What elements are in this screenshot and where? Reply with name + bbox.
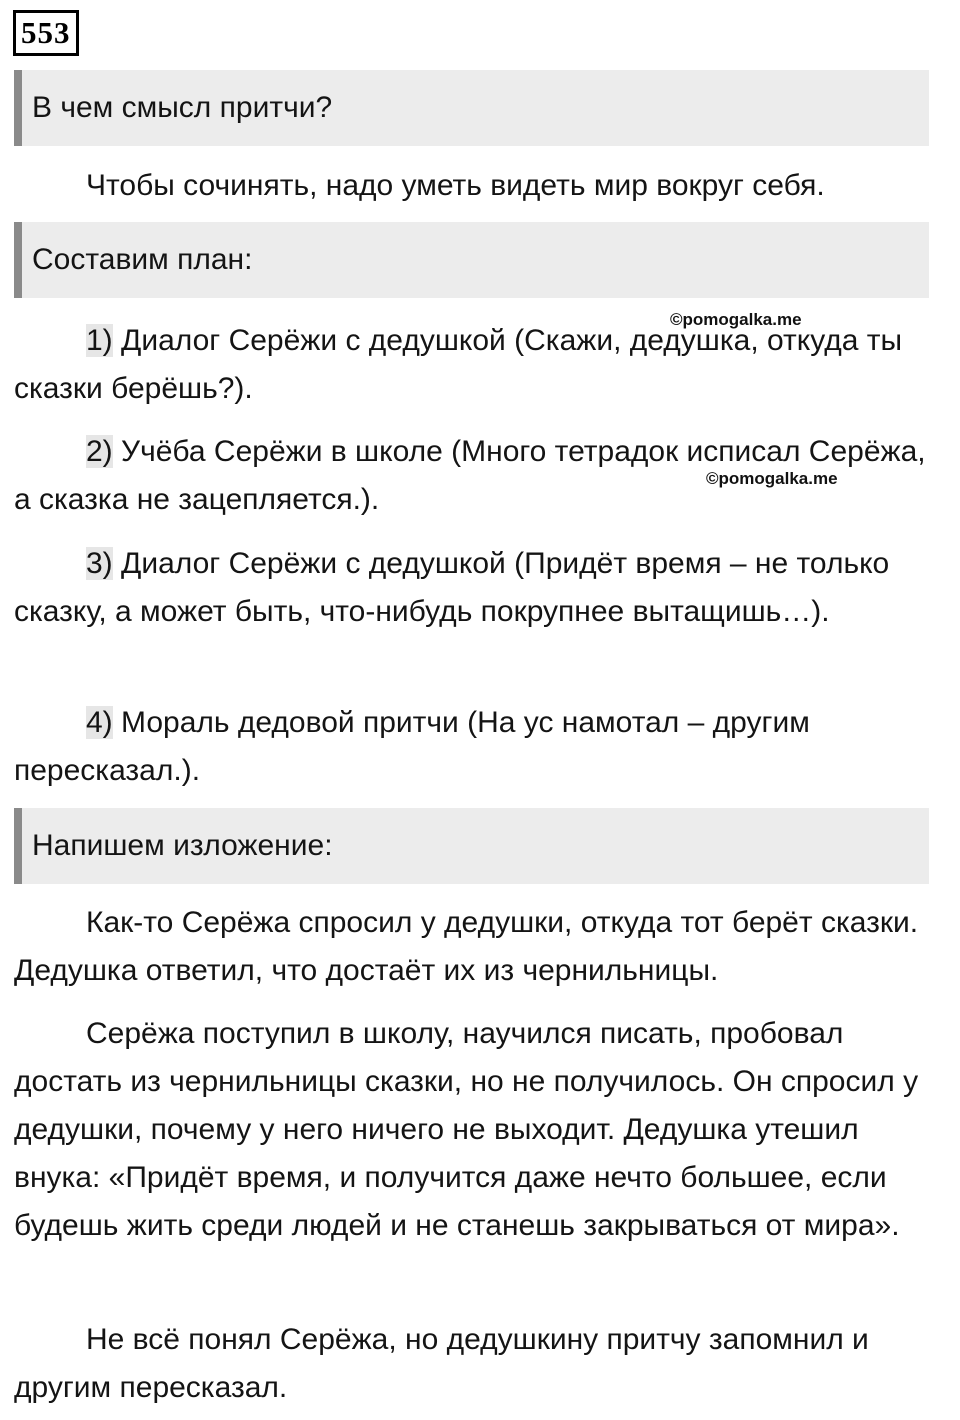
plan-item-text: Учёба Серёжи в школе (Много тетрадок исписал Серёжа, а сказка не зацепляется.). [14, 435, 926, 516]
task-number: 553 [13, 10, 79, 56]
plan-item [14, 540, 929, 636]
plan-item-number: 3) [86, 547, 113, 580]
plan-item-number: 4) [86, 706, 113, 739]
essay-paragraph: Не всё понял Серёжа, но дедушкину притчу запомнил и другим пересказал. [14, 1323, 869, 1404]
plan-header-text: Составим план: [32, 243, 253, 276]
essay-paragraph: Серёжа поступил в школу, научился писать, пробовал достать из чернильницы сказки, но не получилось. Он спросил у дедушки, почему у него ничего не выходит. Дедушка утешил внука: «Придёт время, и получится даже нечто большее, если будешь жить среди людей и не станешь закрываться от мира». [14, 1017, 919, 1242]
plan-item-text: Мораль дедовой притчи (На ус намотал – другим пересказал.). [14, 706, 810, 787]
answer-text: Чтобы сочинять, надо уметь видеть мир вокруг себя. [86, 169, 825, 202]
plan-item-number: 1) [86, 324, 113, 357]
question-header [14, 70, 929, 146]
plan-item [14, 699, 929, 795]
plan-item-text: Диалог Серёжи с дедушкой (Придёт время – не только сказку, а может быть, что-нибудь покрупнее вытащишь…). [14, 547, 890, 628]
watermark: ©pomogalka.me [670, 310, 802, 329]
essay-header-text: Напишем изложение: [32, 829, 333, 862]
plan-header [14, 222, 929, 298]
essay-header [14, 808, 929, 884]
question-header-text: В чем смысл притчи? [32, 91, 333, 124]
watermark: ©pomogalka.me [706, 469, 838, 488]
essay-paragraph: Как-то Серёжа спросил у дедушки, откуда тот берёт сказки. Дедушка ответил, что достаёт их из чернильницы. [14, 906, 919, 987]
plan-item [14, 317, 929, 413]
plan-item-text: Диалог Серёжи с дедушкой (Скажи, дедушка, откуда ты сказки берёшь?). [14, 324, 903, 405]
plan-item-number: 2) [86, 435, 113, 468]
